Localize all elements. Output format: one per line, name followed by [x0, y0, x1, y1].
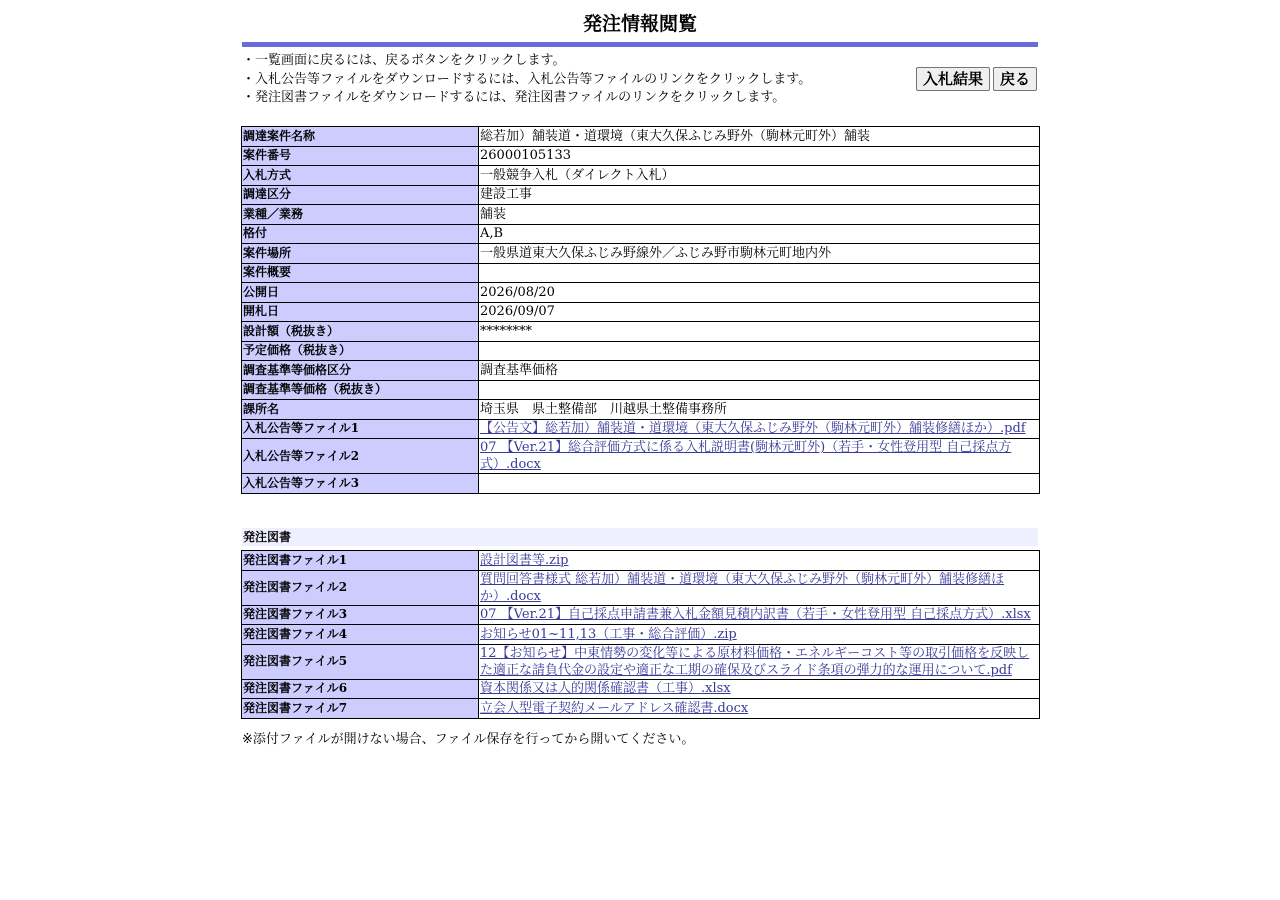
row-label: 発注図書ファイル3	[242, 605, 479, 625]
row-label: 入札公告等ファイル1	[242, 419, 479, 439]
action-buttons	[916, 67, 1037, 91]
table-row	[242, 570, 1040, 605]
file-download-link[interactable]: 12【お知らせ】中東情勢の変化等による原材料価格・エネルギーコスト等の取引価格を反映した適正な請負代金の設定や適正な工期の確保及びスライド条項の弾力的な運用について.pdf	[480, 645, 1030, 678]
table-row	[242, 146, 1040, 166]
table-row	[242, 625, 1040, 645]
row-value	[479, 263, 1040, 283]
row-file-cell	[479, 474, 1040, 494]
table-row	[242, 263, 1040, 283]
row-label: 予定価格（税抜き）	[242, 341, 479, 361]
instruction-line: ・発注図書ファイルをダウンロードするには、発注図書ファイルのリンクをクリックします。	[242, 90, 786, 105]
file-download-link[interactable]: 設計図書等.zip	[480, 552, 569, 568]
row-label: 発注図書ファイル5	[242, 644, 479, 679]
page-header	[242, 0, 1038, 117]
table-row	[242, 127, 1040, 147]
table-row	[242, 439, 1040, 474]
row-label: 発注図書ファイル1	[242, 551, 479, 571]
row-label: 開札日	[242, 302, 479, 322]
table-row	[242, 166, 1040, 186]
table-row	[242, 185, 1040, 205]
row-label: 発注図書ファイル7	[242, 699, 479, 719]
row-value: 2026/08/20	[479, 283, 1040, 303]
row-file-cell	[479, 419, 1040, 439]
row-value: ********	[479, 322, 1040, 342]
row-file-cell	[479, 551, 1040, 571]
row-value: 一般県道東大久保ふじみ野線外／ふじみ野市駒林元町地内外	[479, 244, 1040, 264]
instructions	[242, 52, 811, 108]
row-label: 調達区分	[242, 185, 479, 205]
row-file-cell	[479, 605, 1040, 625]
row-value: 2026/09/07	[479, 302, 1040, 322]
footer-note: ※添付ファイルが開けない場合、ファイル保存を行ってから開いてください。	[242, 732, 695, 747]
row-label: 発注図書ファイル2	[242, 570, 479, 605]
row-value: 総若加）舗装道・道環境（東大久保ふじみ野外（駒林元町外）舗装	[479, 127, 1040, 147]
table-row	[242, 322, 1040, 342]
instruction-area	[242, 47, 1038, 117]
row-value: 建設工事	[479, 185, 1040, 205]
row-label: 業種／業務	[242, 205, 479, 225]
row-label: 調査基準等価格（税抜き）	[242, 380, 479, 400]
table-row	[242, 224, 1040, 244]
row-value: 調査基準価格	[479, 361, 1040, 381]
drawings-section-heading: 発注図書	[242, 528, 1038, 546]
row-value: A,B	[479, 224, 1040, 244]
instruction-line: ・一覧画面に戻るには、戻るボタンをクリックします。	[242, 53, 566, 68]
row-value: 舗装	[479, 205, 1040, 225]
row-label: 入札方式	[242, 166, 479, 186]
row-file-cell	[479, 679, 1040, 699]
row-label: 案件概要	[242, 263, 479, 283]
table-row	[242, 341, 1040, 361]
table-row	[242, 605, 1040, 625]
row-label: 設計額（税抜き）	[242, 322, 479, 342]
file-download-link[interactable]: お知らせ01~11,13（工事・総合評価）.zip	[480, 626, 737, 642]
table-row	[242, 699, 1040, 719]
file-download-link[interactable]: 【公告文】総若加）舗装道・道環境（東大久保ふじみ野外（駒林元町外）舗装修繕ほか）.pdf	[480, 421, 1026, 437]
table-row	[242, 551, 1040, 571]
row-value: 一般競争入札（ダイレクト入札）	[479, 166, 1040, 186]
row-label: 発注図書ファイル6	[242, 679, 479, 699]
row-file-cell	[479, 699, 1040, 719]
procurement-info-table	[241, 126, 1040, 494]
file-download-link[interactable]: 07 【Ver.21】自己採点申請書兼入札金額見積内訳書（若手・女性登用型 自己採点方式）.xlsx	[480, 607, 1031, 623]
back-button[interactable]: 戻る	[993, 67, 1037, 91]
bid-results-button[interactable]: 入札結果	[916, 67, 990, 91]
drawings-table	[241, 550, 1040, 719]
table-row	[242, 244, 1040, 264]
row-file-cell	[479, 439, 1040, 474]
table-row	[242, 205, 1040, 225]
row-label: 課所名	[242, 400, 479, 420]
row-file-cell	[479, 625, 1040, 645]
table-row	[242, 644, 1040, 679]
row-value	[479, 341, 1040, 361]
row-label: 入札公告等ファイル3	[242, 474, 479, 494]
table-row	[242, 419, 1040, 439]
row-label: 案件番号	[242, 146, 479, 166]
table-row	[242, 283, 1040, 303]
row-label: 発注図書ファイル4	[242, 625, 479, 645]
table-row	[242, 361, 1040, 381]
table-row	[242, 400, 1040, 420]
row-label: 案件場所	[242, 244, 479, 264]
row-value	[479, 380, 1040, 400]
page-title: 発注情報閲覧	[582, 13, 697, 35]
table-row	[242, 380, 1040, 400]
row-label: 入札公告等ファイル2	[242, 439, 479, 474]
instruction-line: ・入札公告等ファイルをダウンロードするには、入札公告等ファイルのリンクをクリックします。	[242, 71, 812, 87]
row-label: 格付	[242, 224, 479, 244]
row-label: 公開日	[242, 283, 479, 303]
file-download-link[interactable]: 資本関係又は人的関係確認書（工事）.xlsx	[480, 681, 731, 697]
table-row	[242, 679, 1040, 699]
table-row	[242, 474, 1040, 494]
row-file-cell	[479, 570, 1040, 605]
row-label: 調査基準等価格区分	[242, 361, 479, 381]
row-file-cell	[479, 644, 1040, 679]
row-value: 26000105133	[479, 146, 1040, 166]
row-label: 調達案件名称	[242, 127, 479, 147]
file-download-link[interactable]: 質問回答書様式 総若加）舗装道・道環境（東大久保ふじみ野外（駒林元町外）舗装修繕ほか）.docx	[480, 571, 1005, 604]
row-value: 埼玉県 県土整備部 川越県土整備事務所	[479, 400, 1040, 420]
file-download-link[interactable]: 立会人型電子契約メールアドレス確認書.docx	[480, 700, 749, 716]
table-row	[242, 302, 1040, 322]
file-download-link[interactable]: 07 【Ver.21】総合評価方式に係る入札説明書(駒林元町外)（若手・女性登用型 自己採点方式）.docx	[480, 440, 1012, 472]
